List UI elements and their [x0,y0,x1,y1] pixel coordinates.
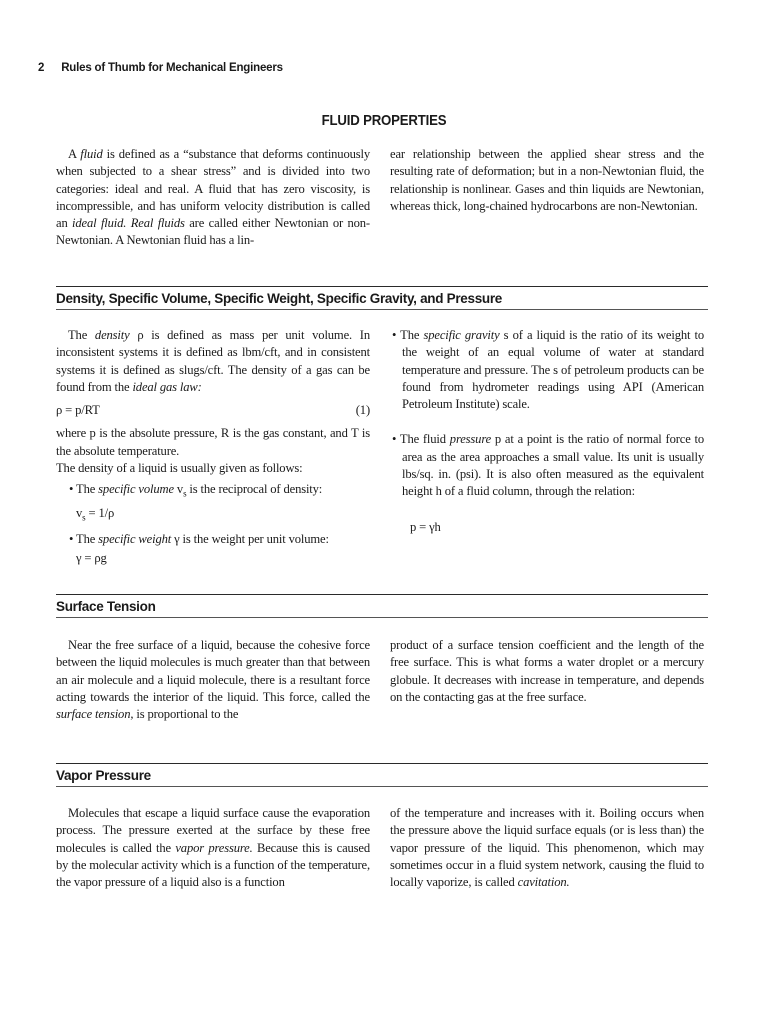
page-title: FLUID PROPERTIES [321,112,447,129]
vapor-pressure-paragraph-right: of the temperature and increases with it. Boiling occurs when the pressure above the liquid surface equals (or is less than) the vapor pressure of the liquid. This phenomenon, which may sometimes occur in a fluid system network, causing the fluid to locally vaporize, is called cavitation. [390,806,704,890]
intro-paragraph-right: ear relationship between the applied shear stress and the resulting rate of deformation; but in a non-Newtonian fluid, the relationship is nonlinear. Gases and thin liquids are Newtonian, whereas thick, long-chained hydrocarbons are non-Newtonian. [390,147,704,213]
section-title-density: Density, Specific Volume, Specific Weight, Specific Gravity, and Pressure [56,286,708,310]
ideal-gas-equation: ρ = p/RT [56,403,100,418]
specific-volume-equation: $v_s = 1/\rho$ [76,506,115,523]
density-paragraph: The density ρ is defined as mass per unit volume. In inconsistent systems it is defined as lbm/cft, and in consistent systems it is defined as slugs/cft. The density of a gas can be found from the ideal gas law: [56,328,370,394]
surface-tension-paragraph-right: product of a surface tension coefficient and the length of the free surface. This is what forms a water droplet or a mercury globule. It decreases with increase in temperature, and depends on the contacting gas at the free surface. [390,638,704,704]
bullet-specific-volume: • The specific volume $v_s$ is the reciprocal of density: [69,482,323,499]
bullet-specific-gravity: • The specific gravity s of a liquid is the ratio of its weight to the weight of an equal volume of water at standard temperature and pressure. The s of petroleum products can be found from hydrometer readings using API (American Petroleum Institute) scale. [392,328,704,412]
vapor-pressure-right-column [390,805,704,891]
section-title-surface-tension: Surface Tension [56,594,708,618]
density-left-column [56,327,370,572]
equation-1 [56,402,370,419]
surface-tension-left-column [56,637,370,723]
liquid-density-intro: The density of a liquid is usually given as follows: [56,461,303,476]
equation-number: (1) [355,403,370,418]
vapor-pressure-paragraph-left: Molecules that escape a liquid surface cause the evaporation process. The pressure exerted at the surface by these free molecules is called the vapor pressure. Because this is caused by the molecular activity which is a function of the temperature, the vapor pressure of a liquid also is a function [56,806,370,890]
gas-law-explanation: where p is the absolute pressure, R is the gas constant, and T is the absolute temperature. [56,426,370,458]
intro-left-column [56,146,370,250]
intro-paragraph-left: A fluid is defined as a “substance that deforms continuously when subjected to a shear stress” and is divided into two categories: ideal and real. A fluid that has zero viscosity, is incompressible, and has uniform velocity distribution is called an ideal fluid. Real fluids are called either Newtonian or non-Newtonian. A Newtonian fluid has a lin- [56,147,370,248]
pressure-equation: p = γh [410,519,441,534]
surface-tension-paragraph-left: Near the free surface of a liquid, because the cohesive force between the liquid molecules is much greater than that between an air molecule and a liquid molecule, there is a resultant force acting towards the interior of the liquid. This force, called the surface tension, is proportional to the [56,638,370,722]
book-title: Rules of Thumb for Mechanical Engineers [61,62,283,74]
running-header [38,62,283,74]
specific-weight-equation: γ = ρg [76,551,107,566]
surface-tension-right-column [390,637,704,706]
intro-right-column [390,146,704,215]
section-title-vapor-pressure: Vapor Pressure [56,763,708,787]
density-right-column [390,327,704,536]
vapor-pressure-left-column [56,805,370,891]
bullet-pressure: • The fluid pressure p at a point is the ratio of normal force to area as the area approaches a small value. Its unit is usually lbs/sq. in. (psi). It is also often measured as the equivalent height h of a fluid column, through the relation: [392,432,704,499]
bullet-specific-weight: • The specific weight γ is the weight per unit volume: [69,532,329,546]
page-number: 2 [38,62,45,74]
